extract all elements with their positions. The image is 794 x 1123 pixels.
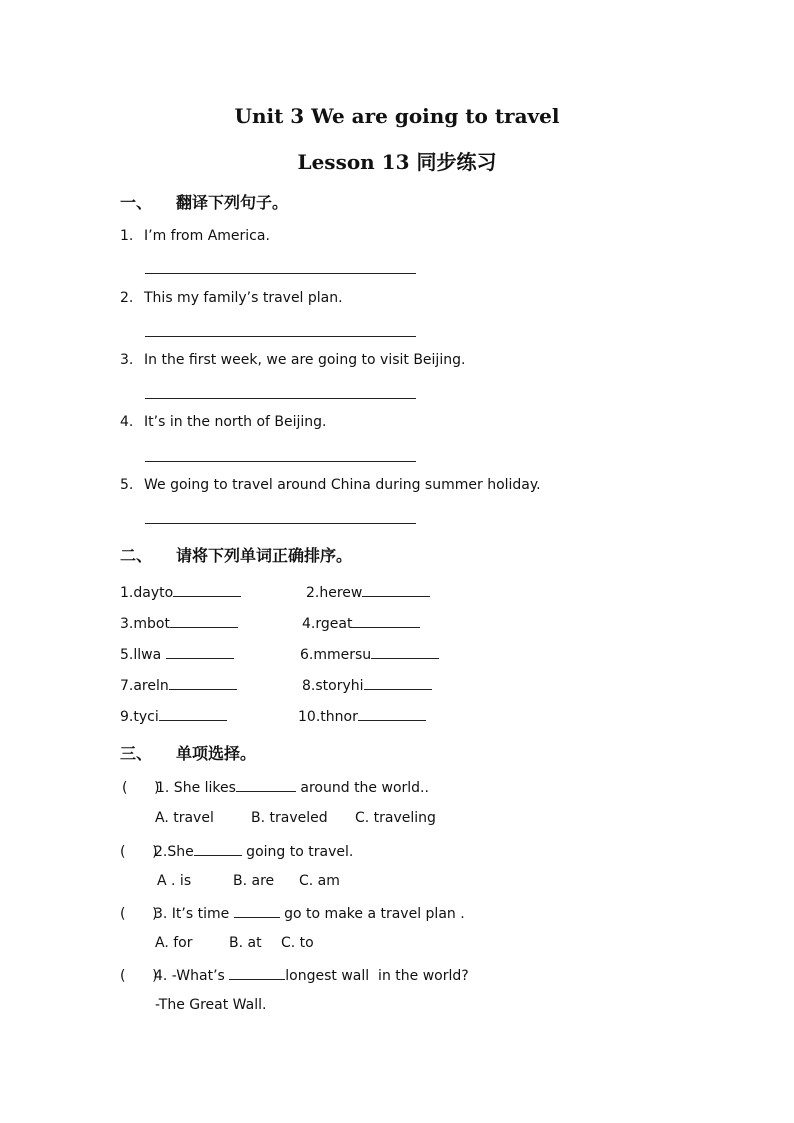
answer-blank[interactable] (362, 582, 430, 597)
answer-blank[interactable] (169, 675, 237, 690)
question-text: This my family’s travel plan. (144, 290, 343, 306)
word-item: 4.rgeat (302, 613, 420, 632)
question-text: We going to travel around China during summer holiday. (144, 477, 541, 493)
option-a[interactable]: A. travel (155, 810, 214, 826)
question-number: 2. (120, 290, 134, 306)
choice-question: ( )3. It’s time go to make a travel plan . (120, 906, 465, 922)
answer-parentheses[interactable]: ( ) (120, 906, 158, 922)
word-item: 10.thnor (298, 706, 426, 725)
word-item: 8.storyhi (302, 675, 432, 694)
question-text: It’s in the north of Beijing. (144, 414, 327, 430)
choice-question: ( )2.She going to travel. (120, 844, 354, 860)
section-number: 三、 (120, 744, 153, 763)
word-item: 3.mbot (120, 613, 238, 632)
question-text: In the first week, we are going to visit Beijing. (144, 352, 466, 368)
option-b[interactable]: B. are (233, 873, 275, 889)
question-item (120, 290, 343, 306)
answer-line[interactable] (145, 273, 416, 274)
option-a[interactable]: A. for (155, 935, 193, 951)
answer-blank[interactable] (170, 613, 238, 628)
answer-blank[interactable] (364, 675, 432, 690)
answer-options (155, 810, 436, 826)
answer-blank[interactable] (358, 706, 426, 721)
section-heading (120, 543, 352, 566)
section-heading (120, 741, 256, 764)
option-c[interactable]: C. traveling (355, 810, 436, 826)
answer-blank[interactable] (371, 644, 439, 659)
answer-blank[interactable] (352, 613, 420, 628)
answer-blank[interactable] (173, 582, 241, 597)
answer-blank[interactable] (166, 644, 234, 659)
question-item (120, 477, 541, 493)
question-number: 5. (120, 477, 134, 493)
question-number: 4. (120, 414, 134, 430)
answer-parentheses[interactable]: ( ) (122, 780, 160, 796)
word-item: 9.tyci (120, 706, 227, 725)
word-item: 2.herew (306, 582, 430, 601)
option-b[interactable]: B. traveled (251, 810, 328, 826)
option-c[interactable]: C. am (299, 873, 340, 889)
page-subtitle: Lesson 13 同步练习 (297, 150, 497, 174)
answer-options (157, 873, 340, 889)
question-item (120, 228, 270, 244)
option-a[interactable]: A . is (157, 873, 192, 889)
answer-parentheses[interactable]: ( ) (120, 844, 158, 860)
word-item: 6.mmersu (300, 644, 439, 663)
section-heading (120, 190, 288, 213)
option-b[interactable]: B. at (229, 935, 262, 951)
answer-line[interactable] (145, 523, 416, 524)
question-number: 1. (120, 228, 134, 244)
answer-blank[interactable] (159, 706, 227, 721)
section-number: 一、 (120, 193, 153, 212)
answer-parentheses[interactable]: ( ) (120, 968, 158, 984)
section-number: 二、 (120, 546, 153, 565)
section-title: 请将下列单词正确排序。 (176, 546, 353, 565)
answer-blank[interactable] (234, 904, 280, 918)
answer-line[interactable] (145, 336, 416, 337)
word-item: 1.dayto (120, 582, 241, 601)
answer-line[interactable] (145, 398, 416, 399)
answer-blank[interactable] (194, 842, 242, 856)
answer-blank[interactable] (229, 966, 285, 980)
section-title: 翻译下列句子。 (176, 193, 289, 212)
answer-options (155, 935, 314, 951)
choice-question: ( )1. She likes around the world.. (122, 780, 429, 796)
section-title: 单项选择。 (176, 744, 257, 763)
choice-question: ( )4. -What’s longest wall in the world? (120, 968, 469, 984)
page-title: Unit 3 We are going to travel (234, 104, 560, 128)
word-item: 5.llwa (120, 644, 234, 663)
question-number: 3. (120, 352, 134, 368)
answer-line[interactable] (145, 461, 416, 462)
question-text: I’m from America. (144, 228, 270, 244)
answer-blank[interactable] (236, 778, 296, 792)
option-c[interactable]: C. to (281, 935, 314, 951)
question-item (120, 414, 327, 430)
word-item: 7.areln (120, 675, 237, 694)
dialogue-answer: -The Great Wall. (155, 997, 267, 1013)
question-item (120, 352, 465, 368)
